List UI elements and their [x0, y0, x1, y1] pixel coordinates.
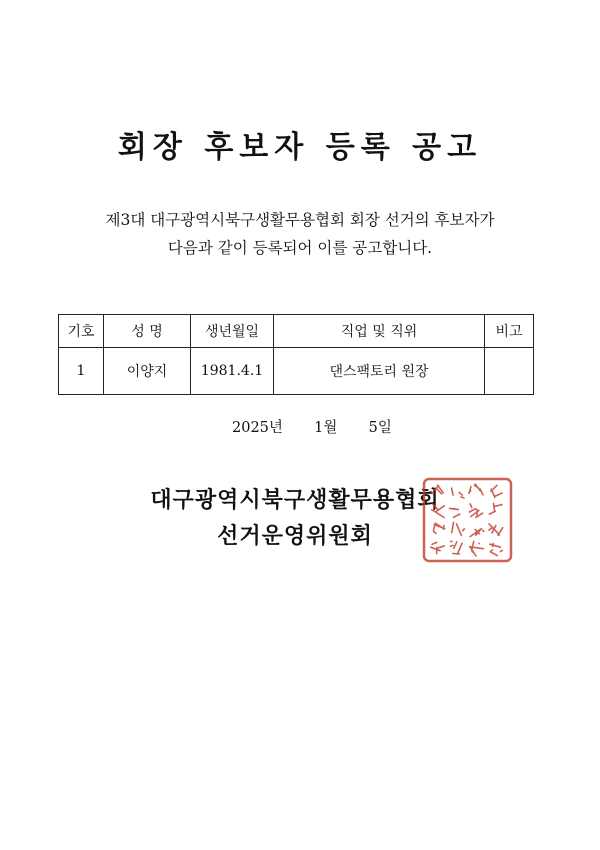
header-occupation: 직업 및 직위	[274, 315, 485, 348]
intro-line-2: 다음과 같이 등록되어 이를 공고합니다.	[167, 239, 433, 257]
table-header-row	[59, 315, 534, 348]
header-birthdate: 생년월일	[191, 315, 274, 348]
issuer-line-1: 대구광역시북구생활무용협회	[150, 487, 440, 513]
issuer-line-2: 선거운영위원회	[217, 523, 373, 549]
cell-occupation: 댄스팩토리 원장	[274, 348, 485, 395]
intro-paragraph	[0, 206, 600, 262]
cell-remarks	[485, 348, 534, 395]
header-name: 성 명	[104, 315, 191, 348]
cell-name: 이양지	[104, 348, 191, 395]
table-row	[59, 348, 534, 395]
candidate-table	[58, 314, 534, 395]
official-seal-stamp	[420, 475, 515, 565]
date-year: 2025년	[232, 420, 283, 436]
issuer-block	[150, 482, 440, 554]
date-day: 5일	[368, 420, 392, 436]
document-title: 회장 후보자 등록 공고	[117, 130, 483, 165]
header-remarks: 비고	[485, 315, 534, 348]
date-month: 1월	[314, 420, 338, 436]
cell-number: 1	[59, 348, 104, 395]
announcement-date	[232, 416, 392, 437]
cell-birthdate: 1981.4.1	[191, 348, 274, 395]
header-number: 기호	[59, 315, 104, 348]
intro-line-1: 제3대 대구광역시북구생활무용협회 회장 선거의 후보자가	[105, 211, 495, 229]
